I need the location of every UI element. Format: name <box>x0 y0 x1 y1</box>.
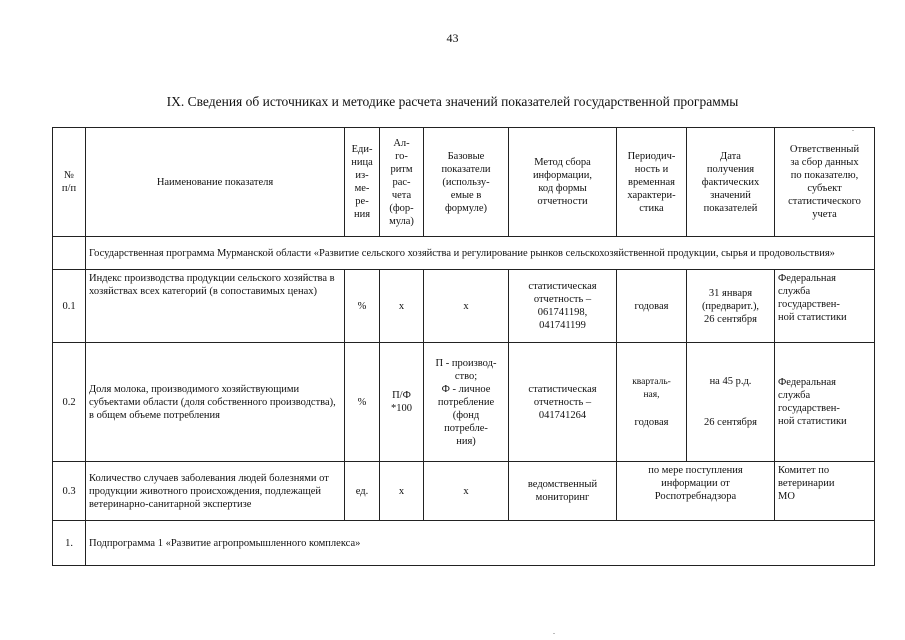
scan-mark <box>553 633 555 634</box>
indicator-algorithm: х <box>380 270 424 343</box>
periodicity-annual: годовая <box>634 416 669 428</box>
indicator-name: Индекс производства продукции сельского хозяйства в хозяйствах всех категорий (в сопоставимых ценах) <box>86 270 345 343</box>
indicator-base: х <box>424 462 509 521</box>
indicator-algorithm: П/Ф *100 <box>380 343 424 462</box>
header-indicator-name: Наименование показателя <box>86 128 345 237</box>
subprogram-title: Подпрограмма 1 «Развитие агропромышленного комплекса» <box>86 521 875 566</box>
header-collection-method: Метод сбора информации, код формы отчетности <box>509 128 617 237</box>
indicator-date <box>687 343 775 462</box>
indicator-period-date: по мере поступления информации от Роспотребнадзора <box>617 462 775 521</box>
indicator-periodicity: годовая <box>617 270 687 343</box>
indicator-unit: % <box>345 343 380 462</box>
header-unit: Еди- ница из- ме- ре- ния <box>345 128 380 237</box>
section-title: IX. Сведения об источниках и методике расчета значений показателей государственной программы <box>166 94 739 109</box>
subprogram-row <box>53 521 875 566</box>
indicator-method: статистическая отчетность – 041741264 <box>509 343 617 462</box>
header-base-indicators: Базовые показатели (использу- емые в формуле) <box>424 128 509 237</box>
header-algorithm: Ал- го- ритм рас- чета (фор- мула) <box>380 128 424 237</box>
table-row <box>53 270 875 343</box>
program-row-number <box>53 237 86 270</box>
indicator-base: х <box>424 270 509 343</box>
indicator-periodicity <box>617 343 687 462</box>
indicator-name: Доля молока, производимого хозяйствующими субъектами области (доля собственного производства), в общем объеме потребления <box>86 343 345 462</box>
table-header-row <box>53 128 875 237</box>
periodicity-quarterly: кварталь- ная, <box>632 376 671 400</box>
header-number: № п/п <box>53 128 86 237</box>
row-number: 0.1 <box>53 270 86 343</box>
scan-mark <box>852 130 854 131</box>
indicator-base: П - производ- ство; Ф - личное потребление (фонд потребле- ния) <box>424 343 509 462</box>
header-date-received: Дата получения фактических значений показателей <box>687 128 775 237</box>
indicator-responsible: Федеральная служба государствен- ной статистики <box>775 343 875 462</box>
date-quarterly: на 45 р.д. <box>709 376 752 387</box>
table-row <box>53 343 875 462</box>
indicator-unit: ед. <box>345 462 380 521</box>
indicator-method: ведомственный мониторинг <box>509 462 617 521</box>
indicators-table <box>52 127 875 566</box>
program-title: Государственная программа Мурманской области «Развитие сельского хозяйства и регулирование рынков сельскохозяйственной продукции, сырья и продовольствия» <box>86 237 875 270</box>
header-responsible: Ответственный за сбор данных по показателю, субъект статистического учета <box>775 128 875 237</box>
header-periodicity: Периодич- ность и временная характери- стика <box>617 128 687 237</box>
indicator-responsible: Комитет по ветеринарии МО <box>775 462 875 521</box>
indicator-date: 31 января (предварит.), 26 сентября <box>687 270 775 343</box>
indicator-method: статистическая отчетность – 061741198, 041741199 <box>509 270 617 343</box>
row-number: 0.2 <box>53 343 86 462</box>
date-annual: 26 сентября <box>704 417 757 428</box>
indicator-responsible: Федеральная служба государствен- ной статистики <box>775 270 875 343</box>
subprogram-number: 1. <box>53 521 86 566</box>
program-row <box>53 237 875 270</box>
indicator-algorithm: х <box>380 462 424 521</box>
row-number: 0.3 <box>53 462 86 521</box>
indicator-name: Количество случаев заболевания людей болезнями от продукции животного происхождения, подлежащей ветеринарно-санитарной экспертизе <box>86 462 345 521</box>
indicator-unit: % <box>345 270 380 343</box>
page-number: 43 <box>446 31 459 45</box>
table-row <box>53 462 875 521</box>
